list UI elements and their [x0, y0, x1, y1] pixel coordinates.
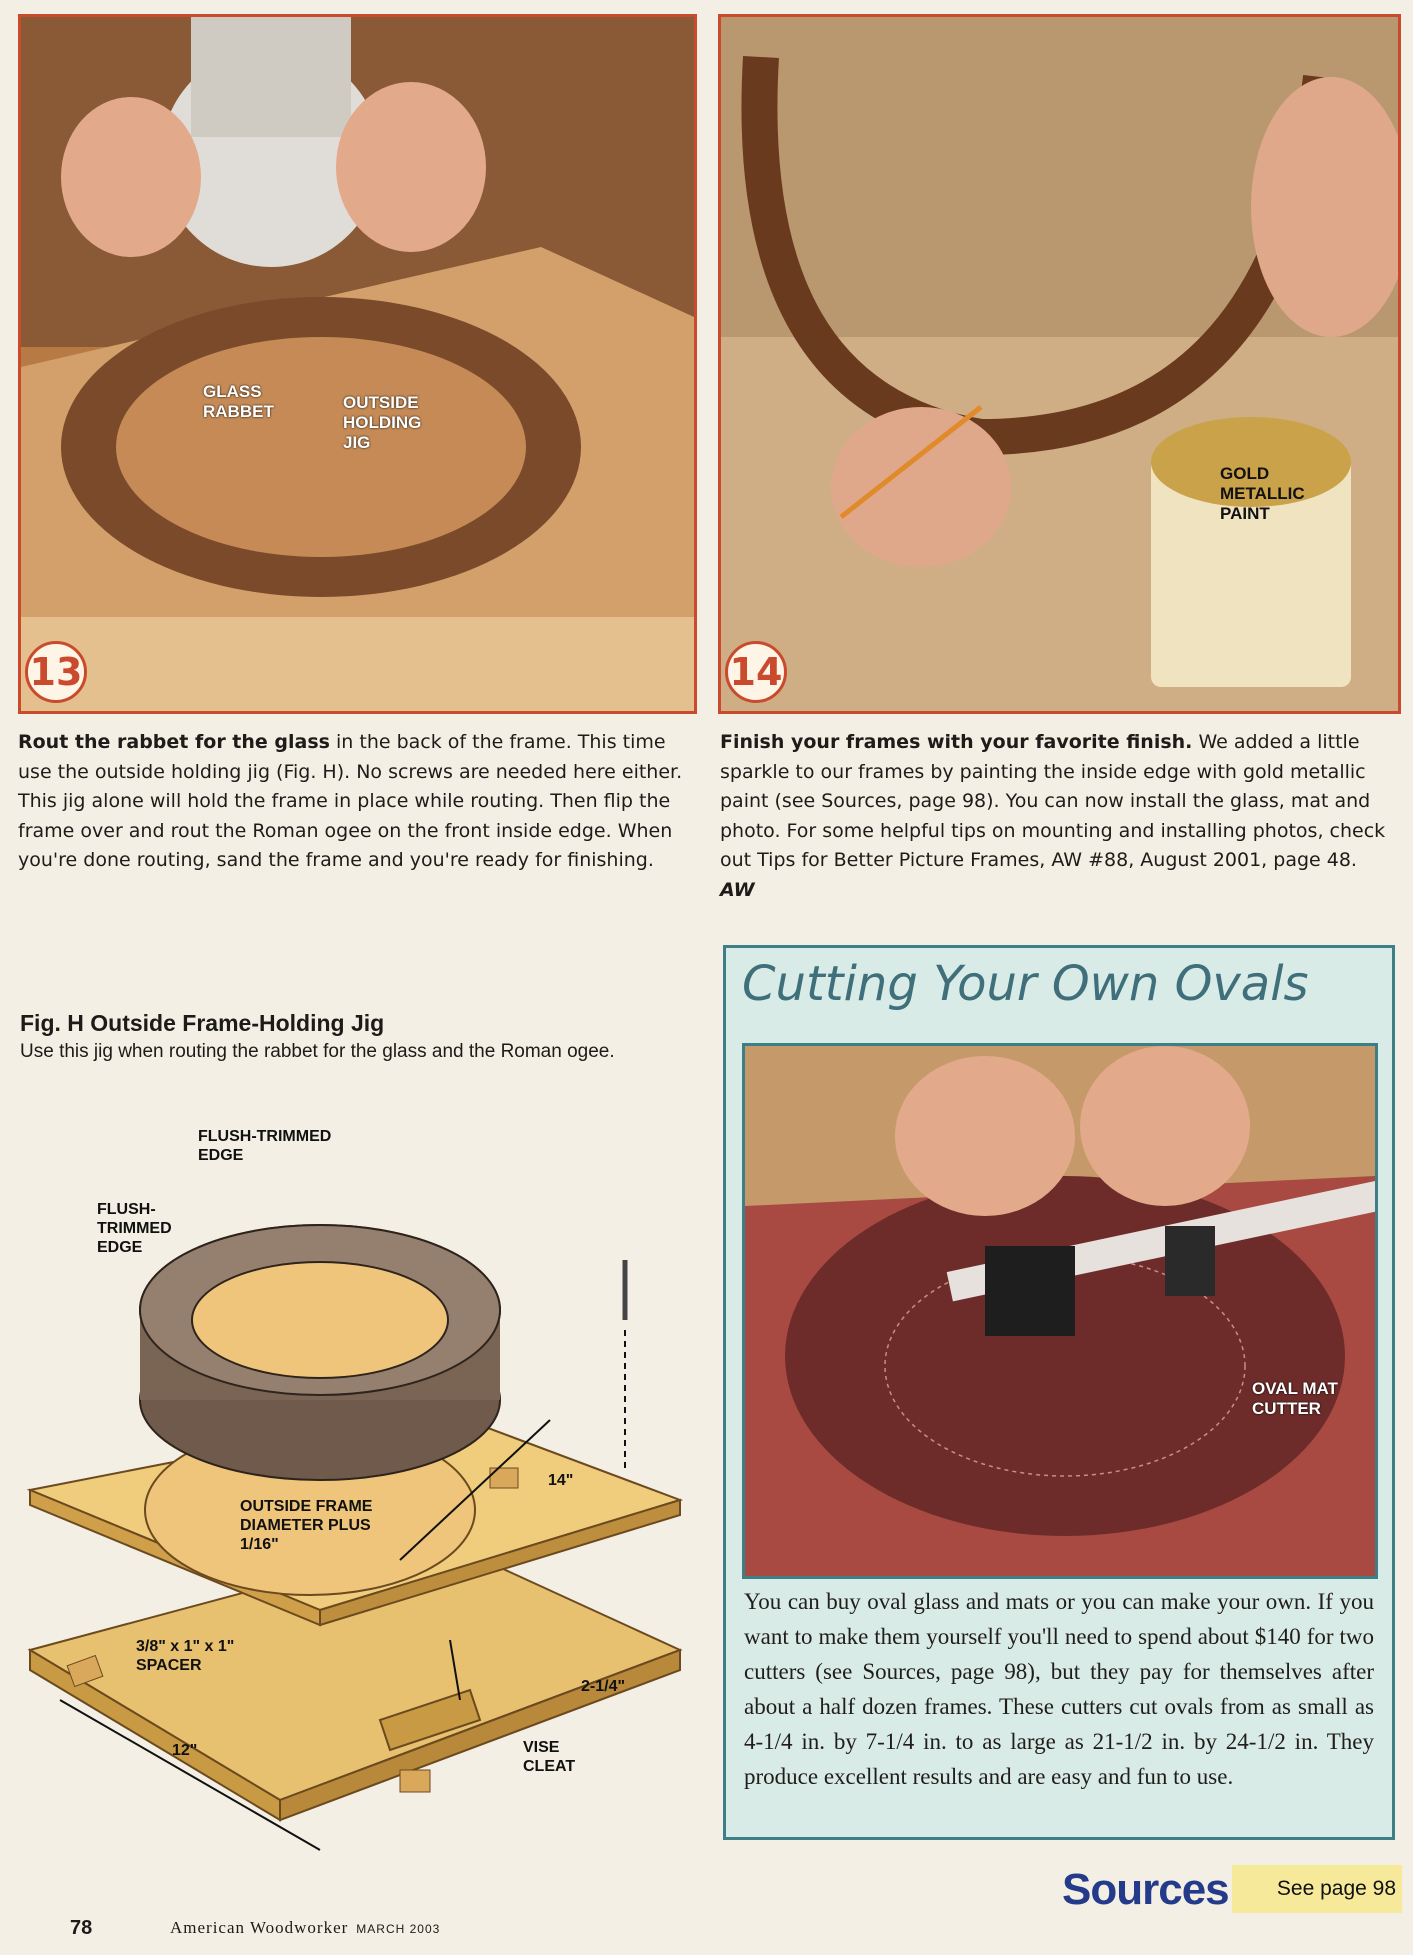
- step-badge-14: 14: [725, 641, 787, 703]
- caption-step-14: [720, 728, 1395, 905]
- sidebar-cutting-ovals: [723, 945, 1395, 1840]
- caption-13-lead: Rout the rabbet for the glass: [18, 731, 330, 753]
- label-dimension-2-1-4: 2-1/4": [581, 1678, 626, 1695]
- caption-14-lead: Finish your frames with your favorite finish.: [720, 731, 1193, 753]
- label-flush-trimmed-edge-top: FLUSH-TRIMMED EDGE: [198, 1128, 332, 1164]
- caption-step-13: [18, 728, 690, 876]
- oval-cutter-photo-illustration: [745, 1046, 1375, 1576]
- sidebar-photo: [742, 1043, 1378, 1579]
- callout-oval-mat-cutter: OVAL MAT CUTTER: [1252, 1379, 1338, 1418]
- page-number: 78: [70, 1917, 93, 1939]
- label-dimension-14: 14": [548, 1472, 574, 1489]
- callout-gold-metallic-paint: GOLD METALLIC PAINT: [1220, 464, 1305, 523]
- callout-outside-holding-jig: OUTSIDE HOLDING JIG: [343, 393, 422, 452]
- figure-description: Use this jig when routing the rabbet for the glass and the Roman ogee.: [20, 1041, 615, 1062]
- step-badge-13: 13: [25, 641, 87, 703]
- router-photo-illustration: [21, 17, 694, 711]
- sidebar-text: You can buy oval glass and mats or you can make your own. If you want to make them yourself you'll need to spend about $140 for two cutters (see Sources, page 98), but they pay for themselves after about a half dozen frames. These cutters cut ovals from as small as 4-1/4 in. by 7-1/4 in. to as large as 21-1/2 in. by 24-1/2 in. They produce excellent results and are easy and fun to use.: [744, 1589, 1374, 1789]
- label-outside-frame-diameter: OUTSIDE FRAME DIAMETER PLUS 1/16": [240, 1498, 373, 1553]
- label-dimension-12: 12": [172, 1742, 198, 1759]
- label-spacer: 3/8" x 1" x 1" SPACER: [136, 1638, 235, 1674]
- figure-title: Fig. H Outside Frame-Holding Jig: [20, 1010, 385, 1036]
- caption-13-body: in the back of the frame. This time use the outside holding jig (Fig. H). No screws are needed here either. This jig alone will hold the frame in place while routing. Then flip the frame over and rout the Roman ogee on the front inside edge. When you're done routing, sand the frame and you're ready for finishing.: [18, 731, 683, 871]
- label-flush-trimmed-edge-left: FLUSH- TRIMMED EDGE: [97, 1201, 172, 1256]
- magazine-name: American Woodworker: [170, 1918, 349, 1937]
- sidebar-title: Cutting Your Own Ovals: [742, 956, 1309, 1012]
- photo-step-14: [718, 14, 1401, 714]
- sources-word: Sources: [1062, 1865, 1229, 1914]
- photo-step-13: [18, 14, 697, 714]
- label-vise-cleat: VISE CLEAT: [523, 1739, 576, 1775]
- sources-see-page: See page 98: [1276, 1877, 1396, 1900]
- aw-end-mark: AW: [720, 878, 755, 901]
- callout-glass-rabbet: GLASS RABBET: [203, 382, 274, 421]
- sources-banner: [1062, 1865, 1402, 1913]
- caption-14-body: We added a little sparkle to our frames by painting the inside edge with gold metallic paint (see Sources, page 98). You can now install the glass, mat and photo. For some helpful tips on mounting and installing photos, check out Tips for Better Picture Frames, AW #88, August 2001, page 48.: [720, 731, 1386, 871]
- finishing-photo-illustration: [721, 17, 1398, 711]
- issue-date: MARCH 2003: [356, 1922, 441, 1936]
- footer-magazine: [170, 1918, 440, 1938]
